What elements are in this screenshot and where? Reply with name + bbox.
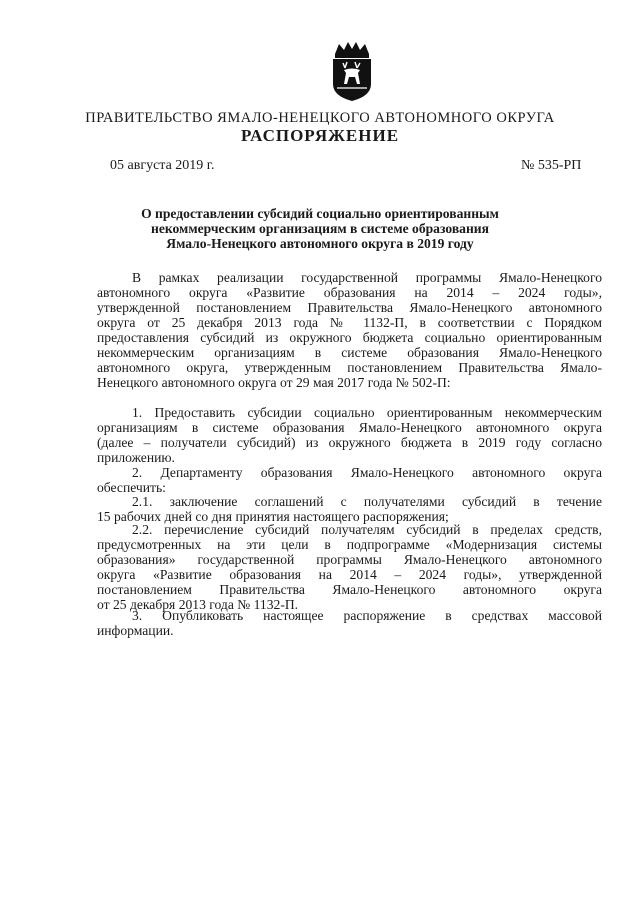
document-type: РАСПОРЯЖЕНИЕ [240, 126, 400, 145]
organization-name: ПРАВИТЕЛЬСТВО ЯМАЛО-НЕНЕЦКОГО АВТОНОМНОГО ОКРУГА [85, 110, 555, 126]
text-line: 15 рабочих дней со дня принятия настоящего распоряжения; [97, 509, 449, 524]
text-line: 2.2. перечисление субсидий получателям субсидий в пределах средств, [132, 522, 602, 537]
text-line: автономного округа «Развитие образования на 2014 – 2024 годы», [97, 285, 602, 300]
text-line: образования» государственной программы Ямало-Ненецкого автономного [97, 552, 602, 567]
text-line: округа от 25 декабря 2013 года № 1132-П, в соответствии с Порядком [97, 315, 602, 330]
text-line: предоставления субсидий из окружного бюджета социально ориентированным [97, 330, 602, 345]
text-line: (далее – получатели субсидий) из окружного бюджета в 2019 году согласно [97, 435, 602, 450]
text-line: 1. Предоставить субсидии социально ориентированным некоммерческим [132, 405, 602, 420]
text-line: организациям в системе образования Ямало-Ненецкого автономного округа [97, 420, 602, 435]
text-line: обеспечить: [97, 480, 166, 495]
text-line: постановлением Правительства Ямало-Ненецкого автономного округа [97, 582, 602, 597]
item-2-2-paragraph [97, 522, 602, 612]
document-title [95, 206, 545, 251]
preamble-paragraph [97, 270, 602, 390]
text-line: 2.1. заключение соглашений с получателями субсидий в течение [132, 494, 602, 509]
item-2-1-paragraph [97, 494, 602, 524]
text-line: от 25 декабря 2013 года № 1132-П. [97, 597, 299, 612]
text-line: 3. Опубликовать настоящее распоряжение в средствах массовой [132, 608, 602, 623]
text-line: утвержденной постановлением Правительства Ямало-Ненецкого автономного [97, 300, 602, 315]
title-line: некоммерческим организациям в системе образования [151, 221, 489, 236]
title-line: О предоставлении субсидий социально ориентированным [141, 206, 499, 221]
text-line: приложению. [97, 450, 175, 465]
document-date: 05 августа 2019 г. [110, 158, 215, 173]
text-line: округа «Развитие образования на 2014 – 2024 годы», утвержденной [97, 567, 602, 582]
text-line: некоммерческим организациям в системе образования Ямало-Ненецкого [97, 345, 602, 360]
coat-of-arms-icon [327, 40, 377, 102]
item-3-paragraph [97, 608, 602, 638]
document-number: № 535-РП [521, 158, 582, 173]
text-line: автономного округа, утвержденным постановлением Правительства Ямало- [97, 360, 602, 375]
item-2-paragraph [97, 465, 602, 495]
text-line: 2. Департаменту образования Ямало-Ненецкого автономного округа [132, 465, 602, 480]
text-line: В рамках реализации государственной программы Ямало-Ненецкого [132, 270, 602, 285]
item-1-paragraph [97, 405, 602, 465]
text-line: информации. [97, 623, 174, 638]
title-line: Ямало-Ненецкого автономного округа в 2019 году [166, 236, 474, 251]
text-line: Ненецкого автономного округа от 29 мая 2017 года № 502-П: [97, 375, 451, 390]
text-line: предусмотренных на эти цели в подпрограмме «Модернизация системы [97, 537, 602, 552]
